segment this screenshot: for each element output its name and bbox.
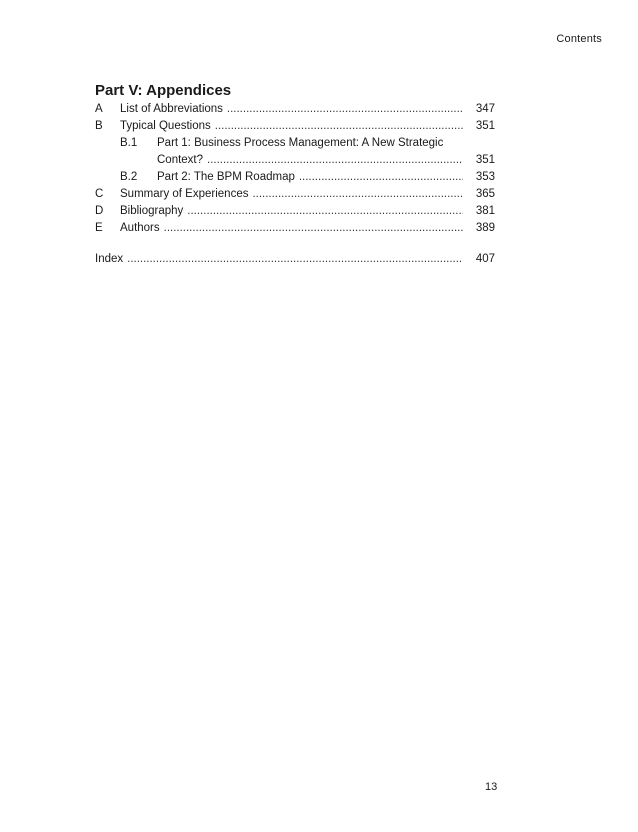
dot-leader (215, 118, 463, 135)
toc-entry-e[interactable] (95, 220, 495, 237)
spacer (95, 237, 495, 251)
toc-entry-a[interactable] (95, 101, 495, 118)
entry-title-continued: Context? (157, 152, 207, 169)
entry-page: 389 (475, 222, 495, 234)
dot-leader (299, 169, 463, 186)
page-number: 13 (485, 781, 498, 793)
entry-page: 381 (475, 205, 495, 217)
entry-page: 347 (475, 103, 495, 115)
dot-leader (252, 186, 463, 203)
entry-title: Part 2: The BPM Roadmap (157, 169, 299, 186)
part-title: Part V: Appendices (95, 82, 232, 99)
entry-number: B.1 (120, 137, 138, 149)
entry-number: B (95, 120, 103, 132)
entry-number: C (95, 188, 104, 200)
entry-title: Part 1: Business Process Management: A New Strategic (157, 135, 447, 152)
toc-entry-index[interactable] (95, 251, 495, 268)
entry-title: Authors (120, 220, 164, 237)
toc-entry-b2[interactable] (95, 169, 495, 186)
toc-entry-b[interactable] (95, 118, 495, 135)
dot-leader (127, 251, 463, 268)
entry-number: A (95, 103, 103, 115)
dot-leader (207, 152, 463, 169)
dot-leader (187, 203, 463, 220)
running-head: Contents (556, 33, 602, 45)
entry-title: List of Abbreviations (120, 101, 227, 118)
entry-title: Typical Questions (120, 118, 215, 135)
entry-title: Summary of Experiences (120, 186, 252, 203)
toc-entry-b1-line2[interactable] (95, 152, 495, 169)
entry-title: Index (95, 251, 127, 268)
entry-page: 351 (475, 154, 495, 166)
toc-entry-d[interactable] (95, 203, 495, 220)
entry-page: 365 (475, 188, 495, 200)
dot-leader (164, 220, 463, 237)
entry-page: 351 (475, 120, 495, 132)
toc-entry-c[interactable] (95, 186, 495, 203)
entry-number: B.2 (120, 171, 138, 183)
table-of-contents (95, 82, 495, 268)
toc-entry-b1-line1[interactable] (95, 135, 495, 152)
entry-page: 407 (475, 253, 495, 265)
entry-title: Bibliography (120, 203, 187, 220)
entry-number: D (95, 205, 104, 217)
dot-leader (227, 101, 463, 118)
entry-number: E (95, 222, 103, 234)
entry-page: 353 (475, 171, 495, 183)
